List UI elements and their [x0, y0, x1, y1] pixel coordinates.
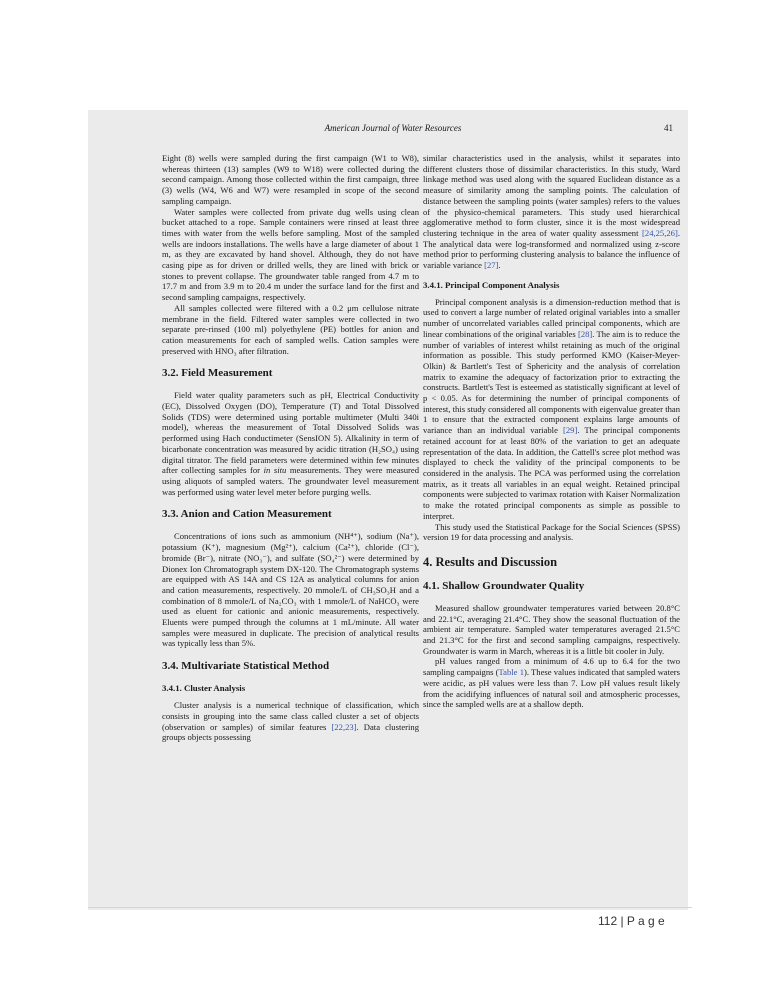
citation-link-27[interactable]: [27]: [484, 260, 499, 271]
paragraph-sampling-campaigns: Eight (8) wells were sampled during the first campaign (W1 to W8), whereas thirteen (13) samples (W9 to W18) were collected during the second campaign. Among those collected within the first campaign, three (3) wells (W4, W6 and W7) were resampled in scope of the second sampling campaign.: [162, 153, 419, 206]
ph-text-a: pH values ranged from a minimum of 4.6 up to 6.4 for the two sampling campaigns (: [423, 656, 680, 678]
journal-running-head: American Journal of Water Resources: [324, 123, 462, 133]
left-column: [162, 153, 419, 743]
paragraph-cluster-continued: [423, 153, 680, 271]
cluster-cont-a: similar characteristics used in the analysis, whilst it separates into different clusters those of dissimilar characteristics. In this study, Ward linkage method was used along with the squared Euclidean distance as a measure of similarity among the sampling points. The calculation of distance between the sampling points (water samples) refers to the values of the physico-chemical parameters. This study used hierarchical agglomerative method to form cluster, since it is the most widespread clustering technique in the area of water quality assessment: [423, 153, 680, 238]
paragraph-field-parameters: [162, 390, 419, 497]
citation-link-22-23[interactable]: [22,23]: [331, 721, 357, 732]
paragraph-ion-concentrations: Concentrations of ions such as ammonium (NH⁴⁺), sodium (Na⁺), potassium (K⁺), magnesium (Mg²⁺), calcium (Ca²⁺), chloride (Cl⁻), bromide (Br⁻), nitrate (NO₃⁻), and sulfate (SO₄²⁻) were determined by Dionex Ion Chromatograph system DX-120. The Chromatograph systems are equipped with AS 14A and CS 12A as analytical columns for anion and cation measurements, respectively. 20 mmole/L of CH₃SO₃H and a combination of 8 mmole/L of Na₂CO₃ with 1 mmole/L of NaHCO₃ were used as eluent for cationic and anionic measurements, respectively. Eluents were pumped through the columns at 1 mL/minute. All water samples were measured in duplicate. The precision of analytical results was typically less than 5%.: [162, 531, 419, 649]
section-heading-shallow-groundwater: 4.1. Shallow Groundwater Quality: [423, 579, 585, 592]
paragraph-temperature: Measured shallow groundwater temperatures varied between 20.8°C and 22.1°C, averaging 21.4°C. They show the seasonal fluctuation of the ambient air temperature. Sampled water temperatures averaged 21.5°C and 21.3°C for the first and second sampling campaigns, respectively. Groundwater is warm in March, whereas it is a little bit cooler in July.: [423, 602, 680, 656]
section-heading-field-measurement: 3.2. Field Measurement: [162, 367, 273, 380]
pca-text-b: . The aim is to reduce the number of variables of interest whilst retaining as much of the original information as possible. This study performed KMO (Kaiser-Meyer-Olkin) & Bartlett's Test of Sphericity and the analysis of correlation matrix to examine the adequacy of factorization prior to extracting the constructs. Bartlett's Test is esteemed as statistically significant at level of p < 0.05. As for determining the number of principal components of interest, this study considered all components with eigenvalue greater than 1 to ensure that the extracted component explains large amounts of variance than an individual variable: [423, 328, 680, 436]
footer-page-label: 112 | P a g e: [598, 914, 665, 928]
paragraph-cluster-analysis: [162, 700, 419, 743]
cluster-cont-b: . The analytical data were log-transformed and normalized using z-score method prior to performing clustering analysis to balance the influence of variable variance: [423, 227, 680, 271]
paragraph-ph: [423, 656, 680, 710]
citation-link-24-26[interactable]: [24,25,26]: [642, 227, 678, 238]
cluster-text-a: Cluster analysis is a numerical technique of classification, which consists in grouping into the same class called cluster a set of objects (observation or samples) of similar features: [162, 700, 419, 732]
paragraph-filtration: All samples collected were filtered with a 0.2 μm cellulose nitrate membrane in the field. Filtered water samples were collected in two separate pre-rinsed (100 ml) polyethylene (PE) bottles for anion and cation measurements for each of sampled wells. Cation samples were preserved with HNO₃ after filtration.: [162, 302, 419, 356]
field-text-b: measurements. They were measured using aliquots of sampled waters. The groundwater level measurement was performed using water level meter before purging wells.: [162, 465, 419, 497]
section-heading-results: 4. Results and Discussion: [423, 554, 558, 569]
paragraph-spss: This study used the Statistical Package for the Social Sciences (SPSS) version 19 for data processing and analysis.: [423, 521, 680, 543]
section-heading-multivariate: 3.4. Multivariate Statistical Method: [162, 660, 330, 673]
table-1-link[interactable]: Table 1: [498, 667, 524, 678]
field-text-a: Field water quality parameters such as pH, Electrical Conductivity (EC), Dissolved Oxygen (DO), Temperature (T) and Total Dissolved Solids (TDS) were determined using portable multimeter (Multi 340i model), whereas the measurement of Total Dissolved Solids was performed using Hach conductimeter (SensION 5). Alkalinity in term of bicarbonate concentration was measured by acidic titration (H₂SO₄) using digital titrator. The field parameters were determined within few minutes after collecting samples for: [162, 390, 419, 476]
ph-text-b: ). These values indicated that sampled waters were acidic, as pH values were less than 7. Low pH values result likely from the acidifying influences of natural soil and atmospheric processes, since the sampled wells are at a shallow depth.: [423, 667, 680, 710]
subsection-heading-pca: 3.4.1. Principal Component Analysis: [423, 279, 560, 290]
subsection-heading-cluster: 3.4.1. Cluster Analysis: [162, 683, 246, 694]
cluster-text-b: . Data clustering groups objects possessing: [162, 721, 419, 743]
section-heading-anion-cation: 3.3. Anion and Cation Measurement: [162, 508, 332, 521]
citation-link-28[interactable]: [28]: [577, 328, 593, 339]
paragraph-pca: [423, 297, 680, 522]
journal-page-number: 41: [664, 123, 673, 133]
field-text-italic: in situ: [263, 465, 287, 476]
pca-text-c: . The principal components retained account for at least 80% of the variation to get an adequate representation of the data. In addition, the Cattell's scree plot method was displayed to check the validity of the principal components to be considered in the analysis. The PCA was performed using the correlation matrix, as it treats all variables in an equal weight. Retained principal components were subjected to varimax rotation with Kaiser Normalization to make the rotated principal components as simple as possible to interpret.: [423, 425, 681, 521]
footer-divider: [88, 907, 692, 908]
right-column: [423, 153, 680, 710]
pca-text-a: Principal component analysis is a dimension-reduction method that is used to convert a large number of related original variables into a smaller number of uncorrelated variables called principal components, which are linear combinations of the original variables: [423, 296, 680, 339]
cluster-cont-c: .: [498, 260, 501, 271]
citation-link-29[interactable]: [29]: [562, 425, 578, 436]
paragraph-sample-collection: Water samples were collected from private dug wells using clean bucket attached to a rope. Sample containers were rinsed at least three times with water from the wells before sampling. Most of the sampled wells are indoors installations. The wells have a large diameter of about 1 m, as they are excavated by hand shovel. Although, they do not have casing pipe as for driven or drilled wells, they are lined with brick or stones to prevent collapse. The groundwater table ranged from 4.7 m to 17.7 m and from 3.9 m to 20.4 m under the surface land for the first and second sampling campaigns, respectively.: [162, 206, 419, 303]
